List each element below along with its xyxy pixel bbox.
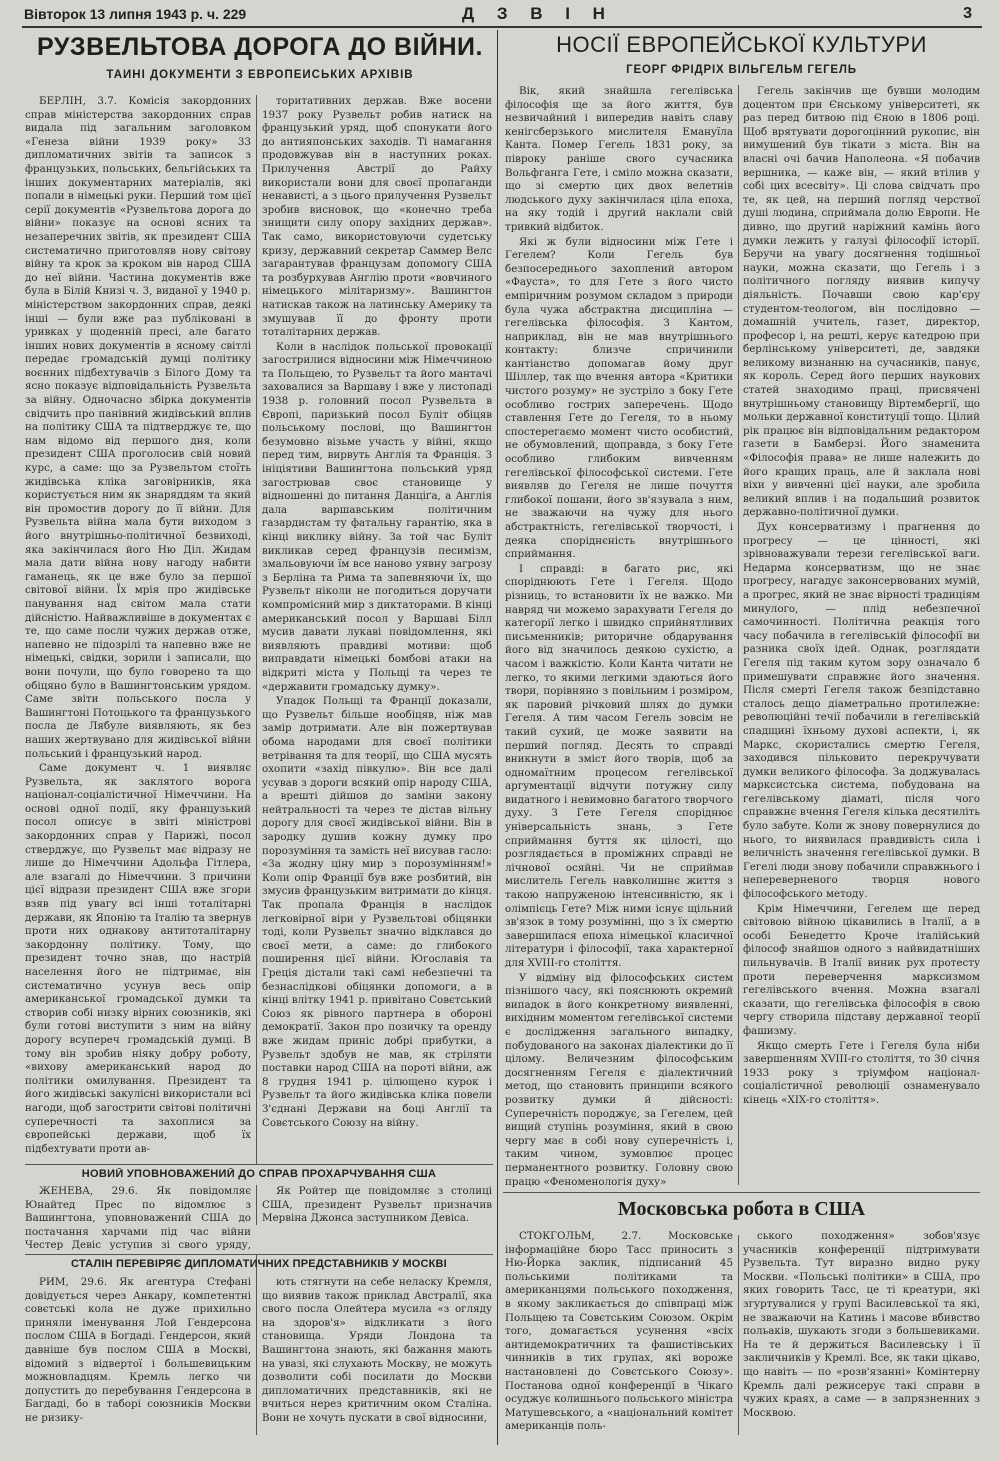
- hegel-column-1: [505, 85, 733, 1190]
- hegel-column-2: [743, 85, 980, 1190]
- column-divider: [738, 85, 739, 1185]
- article-paragraph: ського походження» зобов'язує учасників конференції підтримувати Рузвельта. Тут виразно видно руку Москви. «Польські політики» в США, про яких говорить Тасс, це ті креатури, які згуртувалися у групі Василевської та які, не зважаючи на Катинь і масове вбивство польаків, шукають згоди з большевиками. На те й держиться Василевську і її закличників у Кремлі. Все, як таки цікаво, що навіть — по «розв'язанні» Комінтерну Кремль далі режисерує такі справи в чужих краях, а саме — в запрязненних з Москвою.: [743, 1230, 980, 1419]
- article-paragraph: У відміну від філософських систем пізнішого часу, які пояснюють окремий випадок в його конкретному виявленні, вихідним моментом гегелівської системи є дослідження загального випадку, побудованого на законах діалектики до її цілому. Величезним філософським досягненням Гегеля є діалектичний метод, що становить принципи всякого розвитку думки й дійсності: Суперечність породжує, за Гегелем, цей вищий ступінь розуміння, який в свою чергу має в собі нову суперечність і, таким чином, зумовлює процес перманентного розвитку. Головну свою працю «Феноменологія духу»: [505, 971, 733, 1188]
- article-paragraph: РИМ, 29.6. Як агентура Стефані довідується через Анкару, компетентні совєтські кола не дуже прихильно приняли іменування Лой Гендерсона послом США в Богдаді. Гендерсон, який давніше був послом США в Москві, відомий з відвертої і большевицьким можновладцям. Кремль легко чи допустить до перебування Гендерсона в Багдаді, бо в таборі союзників Москви не ризику-: [25, 1276, 251, 1424]
- stalin-column-2: [262, 1276, 492, 1436]
- roosevelt-subheadline: ТАЙНІ ДОКУМЕНТИ З ЕВРОПЕЙСЬКИХ АРХІВІВ: [106, 69, 414, 81]
- article-paragraph: СТОКГОЛЬМ, 2.7. Московське інформаційне бюро Тасс приносить з Ню-Йорка заклик, підписаний 45 польськими політиками та американцями польського походження, в якому закликається до співпраці між Польщею та Совєтським Союзом. Окрім того, домагається усунення «всіх антидемократичних та фашистівських чинників в тих групах, які вороже настановлені до Совєтського Союзу». Постанова одної конференції в Чікаго осуджує колишнього польського міністра Матушевського, а «національний комітет американців поль-: [505, 1230, 733, 1433]
- moscow-usa-column-1: [505, 1230, 733, 1435]
- food-commissioner-headline: НОВИЙ УПОВНОВАЖЕНИЙ ДО СПРАВ ПРОХАРЧУВАННЯ США: [81, 1168, 437, 1180]
- moscow-usa-column-2: [743, 1230, 980, 1435]
- article-paragraph: Як Ройтер ще повідомляє з столиці США, президент Рузвельт призначив Мервіна Джонса заступником Девіса.: [262, 1185, 492, 1225]
- article-paragraph: Гегель закінчив ще бувши молодим доцентом при Єнському університеті, як раз перед битвою під Єною в 1806 році. Щоб врятувати дорогоцінний рукопис, він вимушений був тікати з міста. Він на власні очі бачив Наполеона. «Я побачив вершника, — каже він, — який втілив у собі цих всесвіту». Ці слова свідчать про те, як цей, на перший погляд черствої душі людина, сприймала долю Европи. Не дивно, що другий наріжний камінь його думки лежить у галузі філософії історії. Беручи на увагу досягнення тодішньої науки, можна сказати, що Гегель і з політичного погляду виявив кипучу діяльність. Почавши свою кар'єру студентом-теологом, він послідовно — домашній учитель, газет, директор, професор і, на решті, керує катедрою при берлінському університеті, де, завдяки великому визнанню на сучасників, панує, як король. Серед його перших наукових статей знаходимо праці, присвячені внутрішньому становищу Віртембергії, що мольки державної конституції тощо. Цілий рік працює він відповідальним редактором газети в Бамберзі. Його знаменита «Філософія права» не лише належить до його кращих праць, але й заклала нові віхи у вивченні цієї науки, але зробила великий вплив і на подальший розвиток державно-політичної думки.: [743, 85, 980, 519]
- issue-date: Вівторок 13 липня 1943 р. ч. 229: [24, 6, 247, 22]
- moscow-usa-headline: Московська робота в США: [617, 1198, 866, 1220]
- column-divider: [738, 1235, 739, 1435]
- newspaper-title: Д З В І Н: [462, 4, 614, 23]
- roosevelt-column-2: [262, 95, 492, 1163]
- article-paragraph: Дух консерватизму і прагнення до прогресу — це цінності, які зрівноважували терези гегелівської ваги. Недарма консерватизм, що не знає прогресу, нагадує законсервованих мумій, а прогрес, який не знає вірності традиціям минулого, — плід небезпечної самочинності. Політична реакція того часу побачила в гегелівській філософії ви разника своїх ідей. Однак, розглядати Гегеля під таким кутом зору означало б примешувати справжнє його значення. Після смерті Гегеля також безпідставно сталось дещо діаметрально протилежне: революційні течії побачили в гегелівській спадщині їхньому духові аспекти, і, як Маркс, скористались смертю Гегеля, заходився пільковито перекручувати думки великого філософа. За доджувалась марксистська система, побудована на гегелівському діаматі, після чого справжнє вчення Гегеля кілька десятиліть було забуте. Коли ж знову повернулися до нього, то виявилася правдивість сила і величність значення гегелівської думки. В Гегелі люди знову побачили справжнього і непереверненого творця нового філософського методу.: [743, 521, 980, 901]
- page-number: 3: [963, 5, 972, 22]
- article-paragraph: Упадок Польщі та Франції доказали, що Рузвельт більше нообіцяв, ніж мав замір дотримати. Але він пожертвував обома народами для своєї політики ветрівання та для теорії, що США мусять охопити «захід півкулю». Він все далі усував з дороги всякий опір народу США, а врешті дійшов до заміни закону нейтральності та через те дістав вільну дорогу для своєї жидівської війни. Він в зародку душив кожну думку про порозуміння та замість неї висував гасло: «За жодну ціну мир з порозумінням!» Коли опір Франції був вже розбитий, він змусив французьким витримати до кінця. Так пропала Франція в наслідок легковірної віри у Рузвельтові обіцянки тоді, коли Рузвельт значно відклався до своєї мети, а саме: до глибокого поширення цієї війни. Югославія та Греція дістали такі самі небезпечні та безнаслідкові обіцянки допомоги, а в кінці влітку 1941 р. привітано Совєтський Союз як рівного партнера в обороні демократії. Закон про позичку та оренду вже жидам приніс добрі прибутки, а Рузвельт здобув не мав, як стріляти поставки народ США на пороті війни, аж 8 грудня 1941 р. цілющено курок і Рузвельт та його жидівська кліка повели З'єднані Держави на боці Англії та Совєтського Союзу на війну.: [262, 695, 492, 1129]
- article-paragraph: Вік, який знайшла гегелівська філософія ще за його життя, був незвичайний і випередив навіть славу кенігсберзького мислителя Емануїла Канта. Помер Гегель 1831 року, за півроку раніше свого сучасника Вольфганга Гете, і сміло можна сказати, що зі смертю цих двох велетнів людського духу закінчилася ціла епоха, на яку тодій і другий наклали свій тривкий відбиток.: [505, 85, 733, 233]
- section-divider: [25, 1164, 493, 1165]
- article-paragraph: Крім Німеччини, Гегелем ще перед світовою війною цікавились в Італії, а в особі Бенедетто Кроче італійський філософ знайшов одного з найвидатніших пильнувачів. В Італії виник рух протесту проти переверчення марксизмом гегелівського вчення. Можна взагалі сказати, що гегелівська філософія в свою чергу створила підставу державної теорії фашизму.: [743, 902, 980, 1037]
- article-paragraph: торитативних держав. Вже восени 1937 року Рузвельт робив натиск на французький уряд, щоб спонукати його до антияпонських заходів. Ті намагання продовжував він в наступних роках. Прилучення Австрії до Райху використали вони для своєї пропаганди ненависті, а з цього прилучення Рузвельт зробив висновок, що «конечно треба знищити силу опору західних держав». Так само, використовуючи судетську кризу, державний секретар Саммер Велс загарантував французам допомогу США та розбурхував Англію проти «вовчиного німецького мілітаризму». Вашингтон натискав також на латинську Америку та змушував її до фронту проти тоталітарних держав.: [262, 95, 492, 339]
- roosevelt-headline: РУЗВЕЛЬТОВА ДОРОГА ДО ВІЙНИ.: [37, 33, 483, 61]
- column-divider: [256, 95, 257, 1165]
- article-paragraph: Коли в наслідок польської провокації загострилися відносини між Німеччиною та Польщею, то Рузвельт та його мантачі заховалися за Варшаву і вже у листопаді 1938 р. головний посол Рузвельта в Європі, паризький посол Буліт обіцяв польському послові, що Вашингтон безумовно візьме участь у війні, якщо перед тим, вирвуть Англія та Франція. З ініціятиви Вашингтона польський уряд загострював своє становище у відношенні до питання Данціґа, а Англія дала варшавським політичним газардистам ту фатальну гарантію, яка в кінці виклику війну. За той час Буліт викликав серед французів песимізм, змальовуючи їм все наново уявну загрозу з Берліна та Рима та запевняючи їх, що Рузвельт ніколи не погодиться доручати компромісний мир з диктаторами. В кінці американський посол у Варшаві Білл мусив давати лукаві повідомлення, які виявляють правдиві мотиви: щоб виправдати німецькі бомбові атаки на відкриті міста у Польщі та через те «державити громадську думку».: [262, 340, 492, 693]
- article-paragraph: ЖЕНЕВА, 29.6. Як повідомляє Юнайтед Прес по відомлює з Вашингтона, уповноважений США до постачання харчами під час війни Честер Девіс уступив зі свого уряду,: [25, 1185, 251, 1252]
- column-divider: [256, 1255, 257, 1435]
- article-paragraph: Саме документ ч. 1 виявляє Рузвельта, як заклятого ворога націонал-соціалістичної Німеччини. На основі одної події, яку французький посол описує в звіті міністрові закордонних справ у Парижі, посол стверджує, що Рузвельт має відразу не лише до Німеччини Адольфа Гітлера, але взагалі до Німеччини. З причини цієї відрази президент США вже згори взяв під увагу всі інші тоталітарні держави, як Японію та Італію та звернув проти них однакову антитоталітарну закордонну політику. Тому, що президент точно знав, що настрій населення його не підтримає, він систематично усунув весь опір американської громадської думки та створив собі низку вірних союзників, які були готові виступити з ним на війну дорогу всупереч громадській думці. В тому він зробив ніяку добру роботу, «вихову американський народ до політики омилування. Президент та його жидівські закулісні використали всі нагоди, щоб загострити світові політичні суперечності та захоплися за європейські держави, щоб їх підбехтувати проти ав-: [25, 762, 251, 1155]
- food-commissioner-column-2: [262, 1185, 492, 1253]
- column-divider: [256, 1185, 257, 1225]
- hegel-subheadline: ГЕОРГ ФРІДРІХ ВІЛЬГЕЛЬМ ГЕГЕЛЬ: [626, 64, 857, 76]
- column-divider: [497, 30, 498, 1445]
- hegel-headline: НОСІЇ ЕВРОПЕЙСЬКОЇ КУЛЬТУРИ: [556, 32, 927, 57]
- roosevelt-column-1: [25, 95, 251, 1163]
- food-commissioner-column-1: [25, 1185, 251, 1253]
- article-paragraph: І справді: в багато рис, які споріднюють Гете і Гегеля. Щодо різниць, то встановити їх не важко. Ми навряд чи можемо зарахувати Гегеля до категорії легко і швидко сприйнятливих письменників; риторичне обдарування його від значилось деякою сухістю, а часом і важкістю. Коли Канта читати не легко, то якими легкими здаються його твори, порівняно з повільним і розміром, як паровий річковий шлях до думки Гегеля. А тим часом Гегель зовсім не такий сухий, це може заявити на перший погляд. Десять то справді вникнути в зміст його творів, щоб за одномаїтним процесом гегелівської аргументації відчути потужну силу видатного і невимовно багатого творчого духу. З Гете Гегеля споріднює універсальність знань, з Гете сприймання буття як цілості, що розглядається в проміжних справді не лічнової осяйні. Чи не сприймав мислитель Гегель навколишнє життя з такою напруженою інтенсивністю, як і олімпієць Гете? Між ними існує щільний зв'язок в тому розумінні, що з їх смертю завершилася епоха німецької класичної літератури і філософії, така характерної для XVIII-го століття.: [505, 562, 733, 969]
- article-paragraph: Якщо смерть Гете і Гегеля була ніби завершенням XVIII-го століття, то 30 січня 1933 року з тріумфом націонал-соціалістичної революції ознаменувало кінець «XIX-го століття».: [743, 1039, 980, 1106]
- stalin-column-1: [25, 1276, 251, 1436]
- section-divider: [25, 1254, 493, 1255]
- article-paragraph: Які ж були відносини між Гете і Гегелем? Коли Гегель був безпосереднього захоплений автором «Фауста», то для Гете з його чисто емпіричним розумом складом з природи була чужа абстрактна дисципліна — гегелівська філософія. З Кантом, наприклад, він не мав внутрішнього контакту: близче спричинили кантіанство допомагав йому друг Шіллер, так що вчення автора «Критики чистого розуму» не зустріло з боку Гете особливо гострих заперечень. Щодо ставлення Гете до Гегеля, то в ньому спостерегаємо момент чисто особистий, не обумовлений, щоправда, з боку Гете особливо глибоким вивченням гегелівської філософської системи. Гете виявляв до Гегеля не лише почуття глибокої пошани, його зв'язувала з ним, не зважаючи на чужу для нього абстрактність, гегелівської творчості, і деяка споріднєність внутрішнього сприймання.: [505, 235, 733, 561]
- stalin-headline: СТАЛІН ПЕРЕВІРЯЄ ДИПЛОМАТИЧНИХ ПРЕДСТАВНИКІВ У МОСКВІ: [71, 1258, 447, 1270]
- section-divider: [503, 1192, 980, 1193]
- masthead: [22, 4, 982, 28]
- article-paragraph: ють стягнути на себе неласку Кремля, що виявив також приклад Австралії, яка свого посла Олейтера мусила «з огляду на здоров'я» відкликати з його становища. Уряди Лондона та Вашингтона знають, які бажання мають на увазі, які слухають Москву, не можуть дозволити собі посилати до Москви дипломатичних представників, які не вчиться нерез критичним оком Сталіна. Вони не хочуть пускати в свої відносини,: [262, 1276, 492, 1424]
- article-paragraph: БЕРЛІН, 3.7. Комісія закордонних справ міністерства закордонних справ видала під загальним заголовком «Генеза війни 1939 року» 33 дипломатичних звітів та записок з французьких, польських, бельгійських та інших документарних матеріалів, які попали в німецькі руки. Перший том цієї серії документів «Рузвельтова дорога до війни» показує на основі ясних та незаперечних звітів, як президент США систематично приготовляв нову світову війну та крок за кроком вів народ США до неї війни. Частина документів вже була в Білій Книзі ч. 3, виданої у 1940 р. міністерством закордонних справ, деякі інші — були вже раз публіковані в уривках у щоденній пресі, але багато інших нових документів в ясному світлі передає громадській думці політику воєнних підбехтувачів з Білого Дому та ясно показує відповідальність Рузвельта за війну. Одночасно збірка документів свідчить про панівний жидівський вплив на політику США та підтверджує те, що нам відомо від першого дня, коли президент США проголосив свій новий курс, а саме: що за Рузвельтом стоїть жидівська кліка заговірників, яка користується ним як знаряддям та який він промостив дорогу до її війни. Для Рузвельта війна мала бути виходом з його внутрішньо-політичної безвиході, яка закінчилася його Ню Діл. Жидам мала дати війна нову нагоду набити гаманець, як це вже було за першої світової війни. Їх мрія про жидівське панування над світом мала стати дійсністю. Найважливіше в документах є те, що саме посли чужих держав отже, напевно не підозрілі та напевно вже не німецькі, свідки, зорили і записали, що вони почули, що було говорено та що обіцяно було в Вашингтонським урядом. Саме звіти польського посла у Вашингтоні Потоцького та французького посла де Лябуле виявляють, як без наших жертвувано для жидівської війни польський і французький народ.: [25, 95, 251, 760]
